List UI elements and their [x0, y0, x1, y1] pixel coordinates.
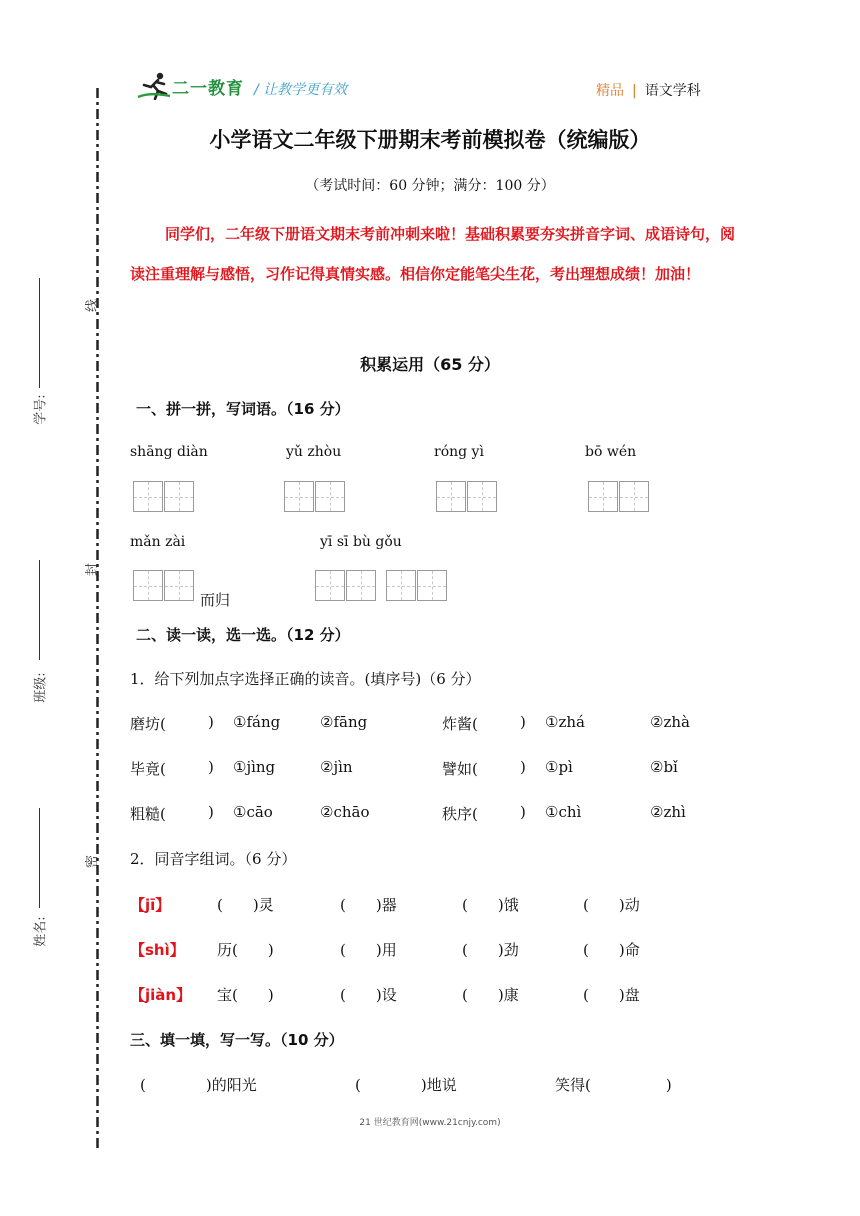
q2-heading: 二、读一读，选一选。（12 分）	[136, 626, 350, 644]
pinyin-label: yī sī bù gǒu	[320, 534, 402, 550]
fill-blank[interactable]: ( )地说	[355, 1076, 457, 1094]
choice-option: ①chì	[545, 803, 582, 821]
q1-heading: 一、拼一拼，写词语。（16 分）	[136, 400, 350, 418]
margin-word-line: 线	[85, 298, 101, 313]
writing-grid[interactable]	[436, 481, 498, 512]
choice-option: ②bǐ	[650, 758, 678, 776]
choice-close[interactable]: )	[520, 803, 526, 821]
class-label: 班级:	[33, 672, 49, 703]
writing-grid[interactable]	[133, 570, 195, 601]
choice-word: 秩序(	[442, 805, 478, 823]
exam-subtitle: （考试时间：60 分钟；满分：100 分）	[305, 178, 555, 194]
choice-option: ②zhà	[650, 713, 690, 731]
pinyin-label: mǎn zài	[130, 534, 186, 550]
homophone-blank[interactable]: ( )用	[340, 941, 397, 959]
choice-close[interactable]: )	[520, 758, 526, 776]
choice-option: ①zhá	[545, 713, 585, 731]
q2-sub2-heading: 2．同音字组词。（6 分）	[130, 850, 297, 868]
pinyin-label: shāng diàn	[130, 444, 208, 460]
choice-word: 毕竟(	[130, 760, 166, 778]
homophone-blank[interactable]: ( )劲	[462, 941, 519, 959]
choice-option: ②fāng	[320, 713, 368, 731]
homophone-label: 【jiàn】	[130, 986, 192, 1004]
header-separator: |	[632, 83, 637, 99]
choice-close[interactable]: )	[208, 713, 214, 731]
student-id-label: 学号:	[33, 394, 49, 425]
margin-word-secret: 密	[85, 854, 101, 869]
writing-grid[interactable]	[315, 570, 377, 601]
choice-option: ②jìn	[320, 758, 353, 776]
fill-blank[interactable]: 笑得( )	[555, 1076, 672, 1094]
writing-grid[interactable]	[588, 481, 650, 512]
choice-option: ②zhì	[650, 803, 686, 821]
name-rule[interactable]	[39, 808, 40, 908]
writing-grid[interactable]	[386, 570, 448, 601]
runner-logo-icon	[136, 72, 174, 100]
pinyin-label: bō wén	[585, 444, 637, 460]
homophone-blank[interactable]: 宝( )	[217, 986, 274, 1004]
choice-word: 炸酱(	[442, 715, 478, 733]
choice-option: ①cāo	[233, 803, 273, 821]
choice-option: ①jìng	[233, 758, 276, 776]
idiom-suffix: 而归	[200, 591, 231, 609]
choice-word: 粗糙(	[130, 805, 166, 823]
homophone-blank[interactable]: ( )盘	[583, 986, 640, 1004]
choice-word: 磨坊(	[130, 715, 166, 733]
section-title: 积累运用（65 分）	[360, 355, 500, 374]
name-label: 姓名:	[33, 916, 49, 947]
intro-paragraph: 同学们，二年级下册语文期末考前冲刺来啦！基础积累要夯实拼音字词、成语诗句，阅读注重理解与感悟，习作记得真情实感。相信你定能笔尖生花，考出理想成绩！加油！	[130, 225, 736, 283]
exam-title: 小学语文二年级下册期末考前模拟卷（统编版）	[209, 128, 651, 152]
binding-dashed-line	[96, 88, 99, 1148]
choice-close[interactable]: )	[208, 803, 214, 821]
subject-tag: 语文学科	[644, 83, 701, 99]
choice-option: ①pì	[545, 758, 573, 776]
choice-option: ②chāo	[320, 803, 370, 821]
q3-heading: 三、填一填，写一写。（10 分）	[130, 1031, 344, 1049]
margin-word-seal: 封	[85, 562, 101, 577]
homophone-blank[interactable]: ( )命	[583, 941, 640, 959]
writing-grid[interactable]	[284, 481, 346, 512]
choice-close[interactable]: )	[520, 713, 526, 731]
homophone-blank[interactable]: ( )动	[583, 896, 640, 914]
brand-slogan: / 让教学更有效	[254, 82, 348, 98]
homophone-blank[interactable]: ( )器	[340, 896, 397, 914]
homophone-blank[interactable]: ( )设	[340, 986, 397, 1004]
homophone-blank[interactable]: 历( )	[217, 941, 274, 959]
homophone-blank[interactable]: ( )康	[462, 986, 519, 1004]
q2-sub1-heading: 1．给下列加点字选择正确的读音。(填序号)（6 分）	[130, 670, 481, 688]
choice-word: 譬如(	[442, 760, 478, 778]
pinyin-label: róng yì	[434, 444, 484, 460]
quality-tag: 精品	[596, 83, 624, 99]
pinyin-label: yǔ zhòu	[286, 444, 342, 460]
class-rule[interactable]	[39, 560, 40, 660]
writing-grid[interactable]	[133, 481, 195, 512]
fill-blank[interactable]: ( )的阳光	[140, 1076, 257, 1094]
choice-close[interactable]: )	[208, 758, 214, 776]
homophone-blank[interactable]: ( )灵	[217, 896, 274, 914]
page-footer: 21 世纪教育网(www.21cnjy.com)	[359, 1118, 501, 1128]
homophone-blank[interactable]: ( )饿	[462, 896, 519, 914]
brand-logo-text: 二一教育	[172, 79, 244, 99]
homophone-label: 【jī】	[130, 896, 171, 914]
homophone-label: 【shì】	[130, 941, 185, 959]
choice-option: ①fáng	[233, 713, 281, 731]
header-tags	[596, 80, 701, 100]
